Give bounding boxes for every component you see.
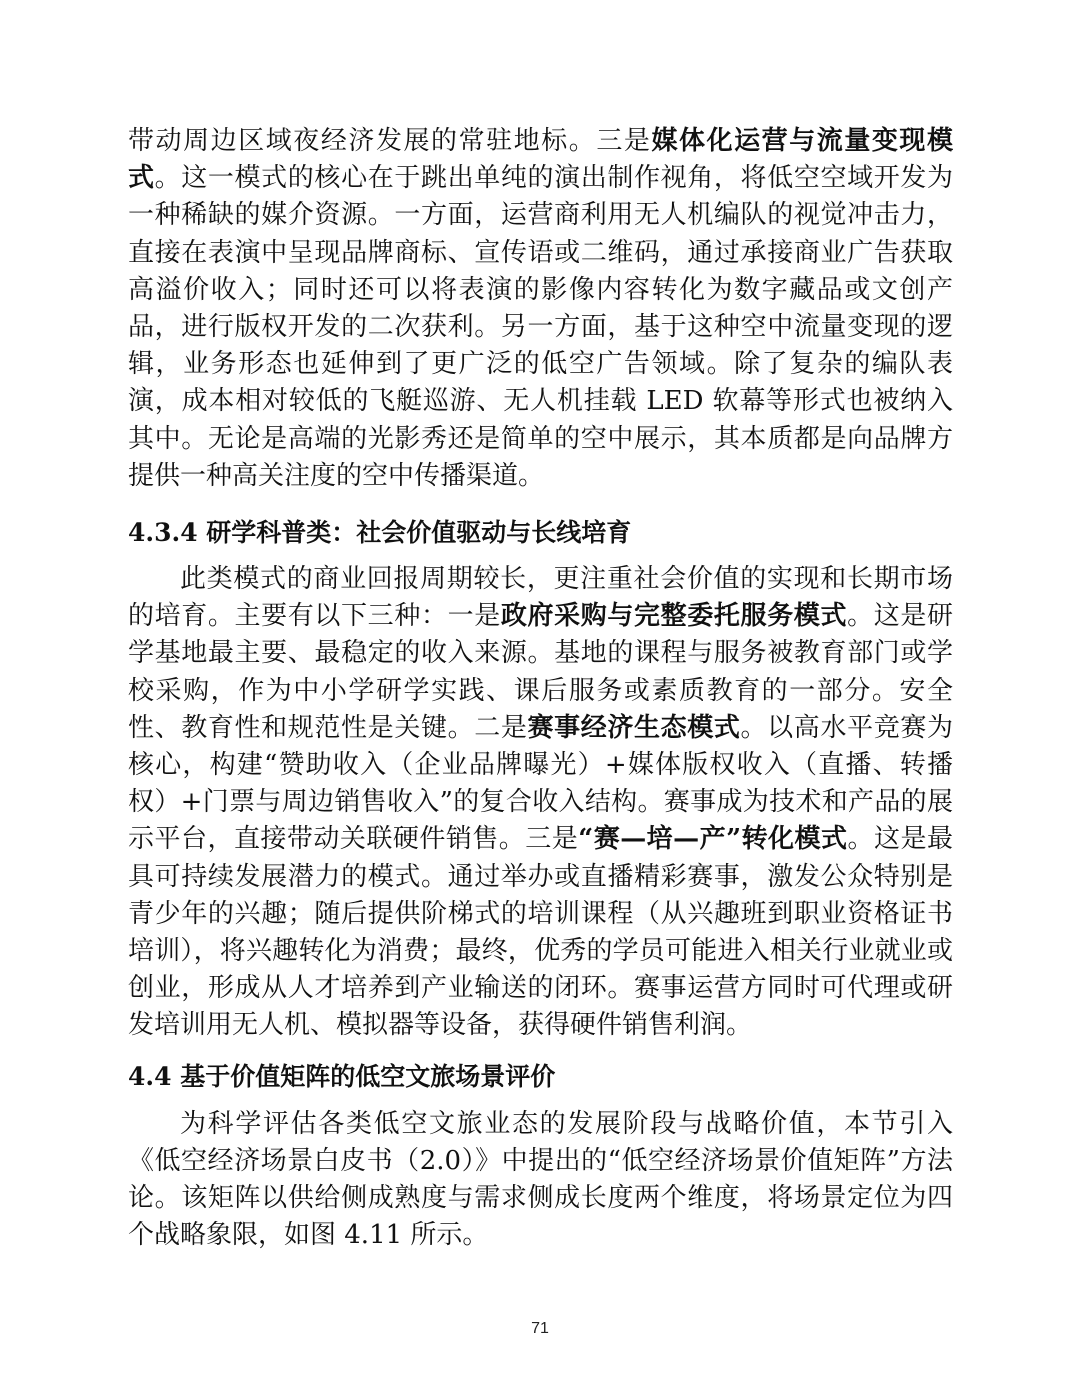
section-heading-4-4: 4.4 基于价值矩阵的低空文旅场景评价 xyxy=(128,1061,556,1091)
bold-term-government-procurement: 政府采购与完整委托服务模式 xyxy=(500,601,848,632)
paragraph-text: 。这一模式的核心在于跳出单纯的演出制作视角，将低空空域开发为一种稀缺的媒介资源。一方面，运营商利用无人机编队的视觉冲击力，直接在表演中呈现品牌商标、宣传语或二维码，通过承接商业广告获取高溢价收入；同时还可以将表演的影像内容转化为数字藏品或文创产品，进行版权开发的二次获利。另一方面，基于这种空中流量变现的逻辑，业务形态也延伸到了更广泛的低空广告领域。除了复杂的编队表演，成本相对较低的飞艇巡游、无人机挂载 LED 软幕等形式也被纳入其中。无论是高端的光影秀还是简单的空中展示，其本质都是向品牌方提供一种高关注度的空中传播渠道。 xyxy=(128,163,953,491)
paragraph-media-operation xyxy=(128,123,953,495)
paragraph-text: 。这是最具可持续发展潜力的模式。通过举办或直播精彩赛事，激发公众特别是青少年的兴趣；随后提供阶梯式的培训课程（从兴趣班到职业资格证书培训），将兴趣转化为消费；最终，优秀的学员可能进入相关行业就业或创业，形成从人才培养到产业输送的闭环。赛事运营方同时可代理或研发培训用无人机、模拟器等设备，获得硬件销售利润。 xyxy=(128,824,953,1041)
bold-term-media-model: 媒体化运营与流量变现模式 xyxy=(128,126,953,194)
page-content xyxy=(128,123,953,1254)
paragraph-text: 带动周边区域夜经济发展的常驻地标。三是 xyxy=(128,126,652,156)
paragraph-text: 此类模式的商业回报周期较长，更注重社会价值的实现和长期市场的培育。主要有以下三种：一是 xyxy=(128,564,953,632)
paragraph-study-science xyxy=(128,561,953,1045)
bold-term-competition-training-industry: “赛—培—产”转化模式 xyxy=(578,824,848,855)
paragraph-value-matrix: 为科学评估各类低空文旅业态的发展阶段与战略价值，本节引入《低空经济场景白皮书（2.0）》中提出的“低空经济场景价值矩阵”方法论。该矩阵以供给侧成熟度与需求侧成长度两个维度，将场景定位为四个战略象限，如图 4.11 所示。 xyxy=(128,1108,953,1251)
section-heading-4-3-4: 4.3.4 研学科普类：社会价值驱动与长线培育 xyxy=(128,518,632,548)
page-number: 71 xyxy=(531,1320,549,1337)
paragraph-text: 。以高水平竞赛为核心，构建“赞助收入（企业品牌曝光）+媒体版权收入（直播、转播权）+门票与周边销售收入”的复合收入结构。赛事成为技术和产品的展示平台，直接带动关联硬件销售。三是 xyxy=(128,712,953,855)
paragraph-text: 。这是研学基地最主要、最稳定的收入来源。基地的课程与服务被教育部门或学校采购，作为中小学研学实践、课后服务或素质教育的一部分。安全性、教育性和规范性是关键。二是 xyxy=(128,601,953,743)
bold-term-event-economy: 赛事经济生态模式 xyxy=(527,712,741,743)
